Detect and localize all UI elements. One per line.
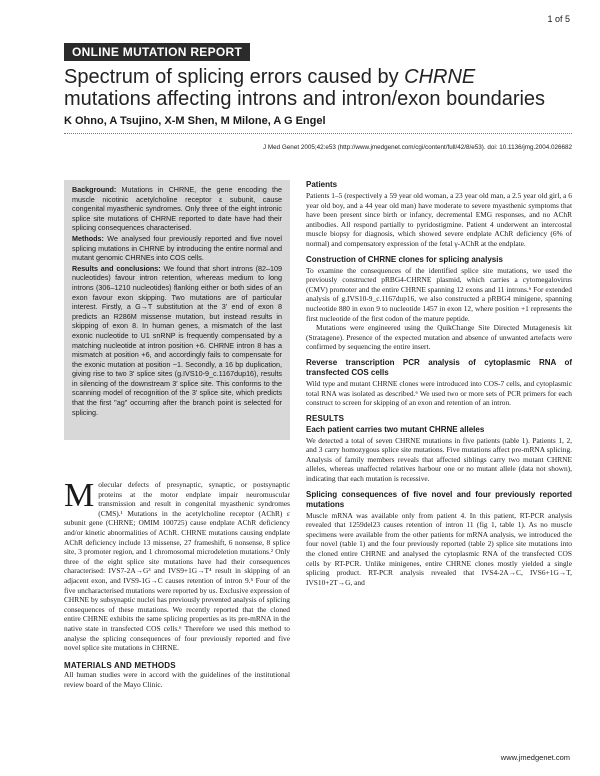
page-number: 1 of 5 [547,14,570,24]
abstract-methods [72,234,282,263]
consequences-heading: Splicing consequences of five novel and four previously reported mutations [306,489,572,509]
citation-line: J Med Genet 2005;42:e53 (http://www.jmedgenet.com/cgi/content/full/42/8/e53). doi: 10.1136/jmg.2004.026682 [263,144,572,151]
article-title [64,66,554,110]
rtpcr-paragraph: Wild type and mutant CHRNE clones were introduced into COS-7 cells, and cytoplasmic total RNA was isolated as described.⁶ We used two or more sets of PCR primers for each construct to screen for skipping of an exon and retention of an intron. [306,378,572,408]
rtpcr-heading: Reverse transcription PCR analysis of cytoplasmic RNA of transfected COS cells [306,357,572,377]
results-heading: RESULTS [306,413,345,423]
title-gene: CHRNE [404,66,476,88]
left-body-column [64,477,290,689]
methods-heading: MATERIALS AND METHODS [64,660,176,670]
construction-paragraph-1: To examine the consequences of the identified splice site mutations, we used the previously constructed pRBG4-CHRNE plasmid, which carries a cytomegalovirus (CMV) promoter and the entire CHRNE spanning 12 exons and 11 introns.⁶ For extended analysis of g.IVS10-9_c.1167dup16, we also constructed a pRBG4 minigene, spanning nucleotide 880 in exon 9 to nucleotide 1457 in exon 12, where position +1 represents the first nucleotide of the first codon of the mature peptide. [306,265,572,323]
right-body-column [306,180,572,587]
footer-url[interactable]: www.jmedgenet.com [500,753,570,762]
results-label: Results and conclusions: [72,263,161,273]
section-banner: ONLINE MUTATION REPORT [64,43,250,61]
intro-paragraph [64,477,290,653]
patients-heading: Patients [306,180,338,189]
title-prefix: Spectrum of splicing errors caused by [64,66,405,88]
patients-paragraph: Patients 1–5 (respectively a 59 year old woman, a 23 year old man, a 2.5 year old girl, a 6 year old boy, and a 44 year old man) have moderate to severe myasthenic symptoms that have been present since birth or infancy, decremental EMG responses, and no AChR antibodies. All respond partially to pyridostigmine. Patient 4 underwent an intercostal muscle biopsy for diagnosis, which showed severe endplate AChR deficiency (6% of normal) and compensatory expression of the fetal γ-AChR at the endplate. [306,191,572,248]
intro-text: olecular defects of presynaptic, synaptic, or postsynaptic proteins at the motor endplate impair neuromuscular transmission and result in congenital myasthenic syndromes (CMS).¹ Mutations in the acetylcholine receptor (AChR) ε subunit gene (CHRNE; OMIM 100725) cause endplate AChR deficiency and/or kinetic abnormalities of AChR. CHRNE mutations causing endplate AChR deficiency include 13 missense, 27 frameshift, 6 nonsense, 8 splice site, 3 promoter region, and 1 chromosomal microdeletion mutations.² Only three of the eight splice site mutations have had their consequences characterised: IVS7-2A→G³ and IVS9+1G→T⁴ result in skipping of an adjacent exon, and IVS9-1G→C causes retention of intron 9.⁵ Four of the five uncharacterised mutations were reported by us. Exclusive expression of CHRNE by subsynaptic nuclei has previously prevented analysis of splicing consequences of these mutations. We recently reported that the cloned entire CHRNE exhibits the same splicing properties as its pre-mRNA in the native state in transfected COS cells.⁶ Therefore we used this method to analyse the splicing consequences of four previously reported and five novel splice site mutations in CHRNE. [64,480,290,653]
title-suffix: mutations affecting introns and intron/exon boundaries [64,88,546,110]
background-text: Mutations in CHRNE, the gene encoding the muscle nicotinic acetylcholine receptor ε subunit, cause congenital myasthenic syndromes. Only three of the eight intronic splice site mutations of CHRNE reported to date have had their splicing consequences characterised. [72,185,282,233]
drop-cap: M [64,477,95,514]
results-text: We found that short introns (82–109 nucleotides) favour intron retention, whereas medium to long introns (306–1210 nucleotides) flanking either or both sides of an exon favour exon skipping. Two mutations are of particular interest. Firstly, a G→T substitution at the 3′ end of exon 8 predicts an R286M missense mutation, but instead results in skipping of exon 8. In human genes, a mismatch of the last exonic nucleotide to U1 snRNP is frequently compensated by a matching nucleotide at intron position +6. CHRNE intron 8 has a mismatch at position +6, and accordingly fails to compensate for the exonic mutation at position −1. Secondly, a 16 bp duplication, giving rise to two 3′ splice sites (g.IVS10-9_c.1167dup16), results in silencing of the downstream 3′ splice site. This conforms to the scanning model of recognition of the 3′ splice site, which predicts that the first "ag" occurring after the branch point is selected for splicing. [72,263,282,417]
abstract-results [72,264,282,418]
carriers-heading: Each patient carries two mutant CHRNE alleles [306,424,485,434]
author-list: K Ohno, A Tsujino, X-M Shen, M Milone, A G Engel [64,115,326,127]
methods-paragraph: All human studies were in accord with the guidelines of the institutional review board of the Mayo Clinic. [64,670,290,689]
carriers-paragraph: We detected a total of seven CHRNE mutations in five patients (table 1). Patients 1, 2, and 3 carry homozygous splice site mutations. Five mutations affect pre-mRNA splicing. Analysis of family members reveals that affected siblings carry two mutant CHRNE alleles, whereas unaffected relatives harbour one or no mutant allele (data not shown), indicating that each mutation is recessive. [306,435,572,484]
divider [64,133,572,134]
construction-paragraph-2: Mutations were engineered using the QuikChange Site Directed Mutagenesis kit (Stratagene). Presence of the expected mutation and absence of unwanted artefacts were confirmed by sequencing the entire insert. [306,323,572,352]
methods-label: Methods: [72,233,104,243]
consequences-paragraph: Muscle mRNA was available only from patient 4. In this patient, RT-PCR analysis revealed that 1259del23 causes retention of intron 11 (fig 1, table 1). As no muscle specimens were available from the other patients for mRNA analysis, we introduced the four novel (table 1) and the four previously reported (table 2) splice site mutations into the cloned entire CHRNE and analysed the cytoplasmic RNA of the transfected COS cells by RT-PCR. Unlike minigenes, entire CHRNE clones mostly yielded a single splicing product. RT-PCR analysis revealed that IVS4-2A→C, IVS6+1G→T, IVS10+2T→G, and [306,510,572,587]
abstract-background [72,185,282,233]
background-label: Background: [72,185,117,194]
construction-heading: Construction of CHRNE clones for splicing analysis [306,254,503,264]
abstract-box [64,180,290,440]
methods-text: We analysed four previously reported and five novel splicing mutations in CHRNE by introducing the entire normal and mutant genomic CHRNEs into COS cells. [72,233,282,263]
